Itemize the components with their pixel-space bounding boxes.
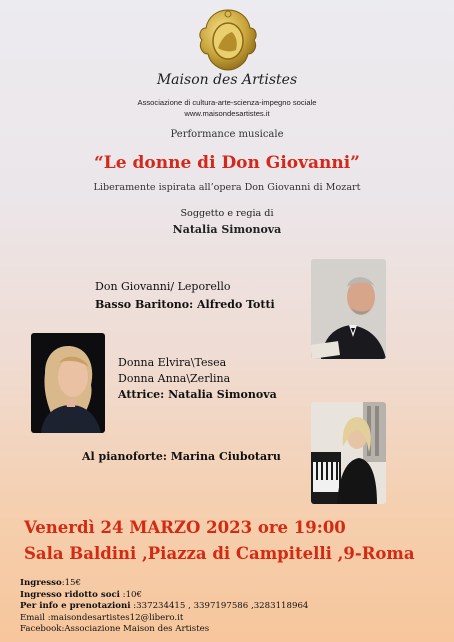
director-name: Natalia Simonova: [172, 223, 282, 236]
contact-info: [20, 601, 308, 611]
reduced-price-label: Ingresso ridotto soci: [20, 590, 120, 600]
actress-photo: [31, 333, 105, 433]
contact-phones[interactable]: :337234415 , 3397197586 ,3283118964: [133, 601, 309, 611]
role1-performer: Basso Baritono: Alfredo Totti: [95, 298, 275, 311]
maison-crest-logo: [196, 8, 260, 72]
ticket-price-label: Ingresso: [20, 578, 62, 588]
subject-label: Soggetto e regia di: [180, 208, 274, 219]
email-info: [20, 613, 183, 623]
organization-name: Maison des Artistes: [156, 72, 298, 88]
ticket-price-value: :15€: [61, 578, 81, 588]
role1-character: Don Giovanni/ Leporello: [95, 280, 231, 293]
ticket-price: [20, 578, 81, 588]
event-date: Venerdì 24 MARZO 2023 ore 19:00: [24, 518, 346, 537]
event-inspiration: Liberamente ispirata all’opera Don Giovanni di Mozart: [93, 182, 361, 193]
baritone-photo: [311, 259, 386, 359]
event-title: “Le donne di Don Giovanni”: [94, 153, 360, 173]
role2-character-2: Donna Anna\Zerlina: [118, 372, 231, 385]
association-description: Associazione di cultura-arte-scienza-impegno sociale: [137, 98, 317, 107]
email-label: Email: [20, 613, 46, 623]
pianist-credit: Al pianoforte: Marina Ciubotaru: [82, 450, 281, 463]
contact-label: Per info e prenotazioni: [20, 601, 131, 611]
reduced-price-value: :10€: [122, 590, 142, 600]
reduced-ticket-price: [20, 590, 142, 600]
event-venue: Sala Baldini ,Piazza di Campitelli ,9-Roma: [24, 544, 415, 563]
website-link[interactable]: www.maisondesartistes.it: [184, 109, 270, 118]
role2-character-1: Donna Elvira\Tesea: [118, 356, 227, 369]
event-category: Performance musicale: [170, 129, 284, 140]
email-address[interactable]: :maisondesartistes12@libero.it: [47, 613, 184, 623]
pianist-photo: [311, 402, 386, 504]
facebook-info[interactable]: Facebook:Associazione Maison des Artistes: [20, 624, 210, 634]
role2-performer: Attrice: Natalia Simonova: [118, 388, 277, 401]
